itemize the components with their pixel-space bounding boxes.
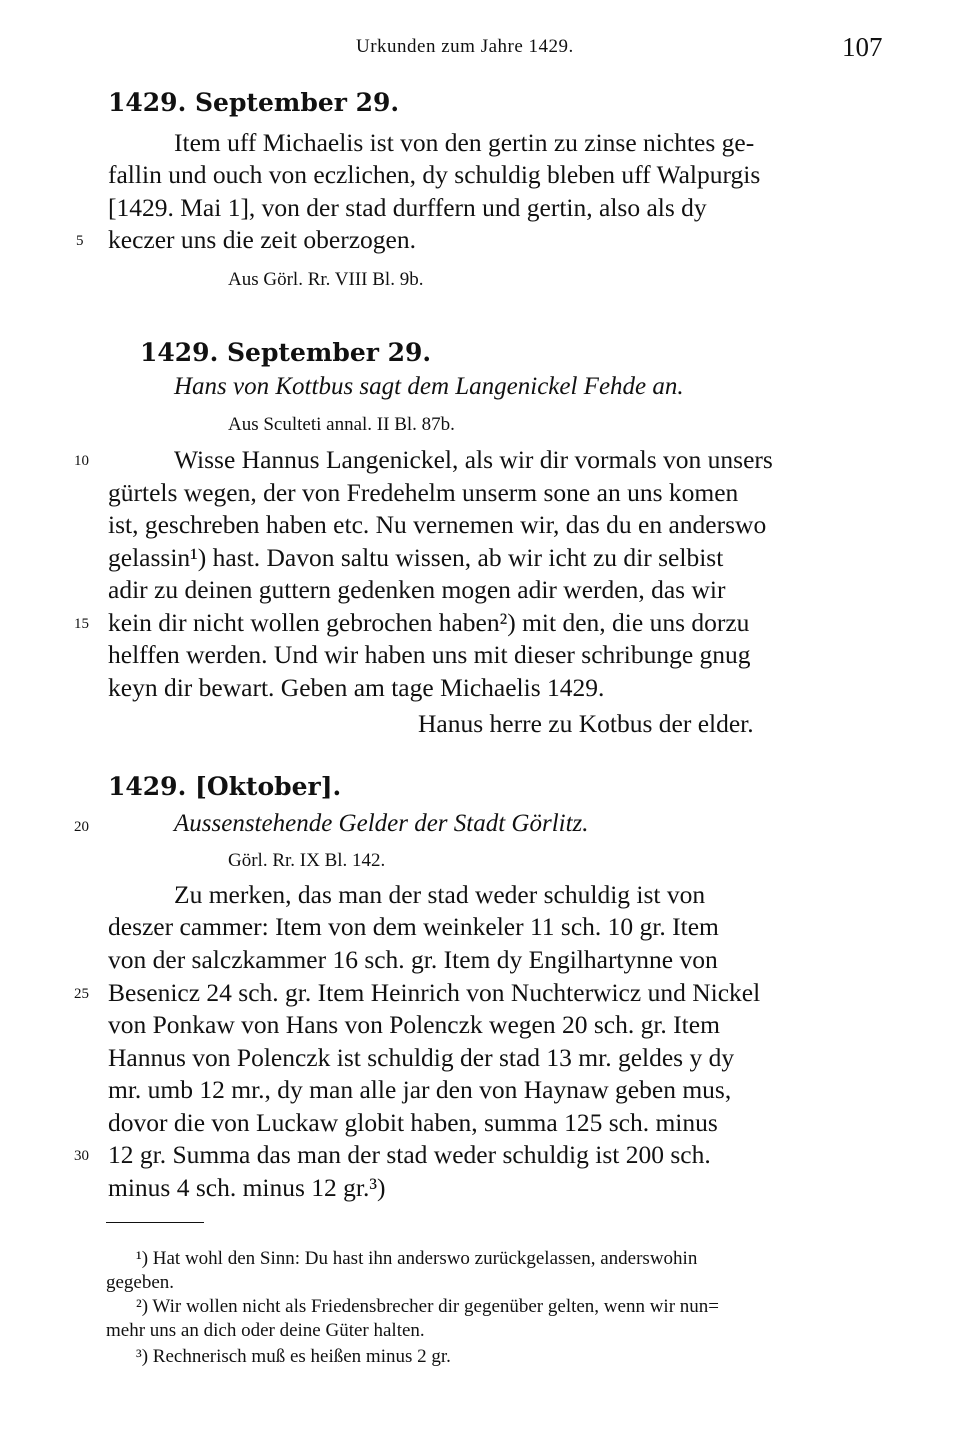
source-reference: Aus Görl. Rr. VIII Bl. 9b. xyxy=(228,269,424,290)
entry-title: Aussenstehende Gelder der Stadt Görlitz. xyxy=(174,810,589,837)
signature-line: Hanus herre zu Kotbus der elder. xyxy=(418,709,754,738)
entry-date: 1429. September 29. xyxy=(108,88,400,117)
entry-title: Hans von Kottbus sagt dem Langenickel Fehde an. xyxy=(174,373,684,400)
footnote-continuation: mehr uns an dich oder deine Güter halten. xyxy=(106,1320,425,1341)
text-line: adir zu deinen guttern gedenken mogen adir werden, das wir xyxy=(108,575,726,604)
source-reference: Aus Sculteti annal. II Bl. 87b. xyxy=(228,414,455,435)
text-line: Zu merken, das man der stad weder schuldig ist von xyxy=(174,880,706,909)
line-number: 15 xyxy=(74,616,89,632)
text-line: 12 gr. Summa das man der stad weder schuldig ist 200 sch. xyxy=(108,1140,711,1169)
text-line: fallin und ouch von eczlichen, dy schuldig bleben uff Walpurgis xyxy=(108,160,761,189)
text-line: Wisse Hannus Langenickel, als wir dir vormals von unsers xyxy=(174,445,773,474)
text-line: ist, geschreben haben etc. Nu vernemen wir, das du en anderswo xyxy=(108,510,767,539)
line-number: 30 xyxy=(74,1148,89,1164)
line-number: 20 xyxy=(74,819,89,835)
text-line: gürtels wegen, der von Fredehelm unserm sone an uns komen xyxy=(108,478,739,507)
text-line: Hannus von Polenczk ist schuldig der stad 13 mr. geldes y dy xyxy=(108,1043,735,1072)
text-line: von der salczkammer 16 sch. gr. Item dy Engilhartynne von xyxy=(108,945,718,974)
line-number: 25 xyxy=(74,986,89,1002)
footnote-divider xyxy=(106,1222,204,1223)
footnote: ²) Wir wollen nicht als Friedensbrecher dir gegenüber gelten, wenn wir nun= xyxy=(136,1296,720,1317)
text-line: Item uff Michaelis ist von den gertin zu zinse nichtes ge- xyxy=(174,128,755,157)
text-line: kein dir nicht wollen gebrochen haben²) mit den, die uns dorzu xyxy=(108,608,750,637)
footnote: ³) Rechnerisch muß es heißen minus 2 gr. xyxy=(136,1346,451,1367)
footnote-continuation: gegeben. xyxy=(106,1272,175,1293)
entry-date: 1429. [Oktober]. xyxy=(108,772,342,801)
text-line: von Ponkaw von Hans von Polenczk wegen 20 sch. gr. Item xyxy=(108,1010,720,1039)
source-reference: Görl. Rr. IX Bl. 142. xyxy=(228,850,386,871)
text-line: deszer cammer: Item von dem weinkeler 11 sch. 10 gr. Item xyxy=(108,912,719,941)
text-line: Besenicz 24 sch. gr. Item Heinrich von Nuchterwicz und Nickel xyxy=(108,978,761,1007)
line-number: 10 xyxy=(74,453,89,469)
text-line: gelassin¹) hast. Davon saltu wissen, ab wir icht zu dir selbist xyxy=(108,543,724,572)
entry-date: 1429. September 29. xyxy=(140,338,432,367)
line-number: 5 xyxy=(76,233,84,249)
text-line: keyn dir bewart. Geben am tage Michaelis 1429. xyxy=(108,673,605,702)
text-line: mr. umb 12 mr., dy man alle jar den von Haynaw geben mus, xyxy=(108,1075,732,1104)
text-line: minus 4 sch. minus 12 gr.³) xyxy=(108,1173,386,1202)
text-line: keczer uns die zeit oberzogen. xyxy=(108,225,416,254)
footnote: ¹) Hat wohl den Sinn: Du hast ihn anderswo zurückgelassen, anderswohin xyxy=(136,1248,698,1269)
text-line: helffen werden. Und wir haben uns mit dieser schribunge gnug xyxy=(108,640,751,669)
running-title: Urkunden zum Jahre 1429. xyxy=(356,36,574,57)
page-number: 107 xyxy=(842,32,883,62)
text-line: [1429. Mai 1], von der stad durffern und gertin, also als dy xyxy=(108,193,707,222)
text-line: dovor die von Luckaw globit haben, summa 125 sch. minus xyxy=(108,1108,718,1137)
